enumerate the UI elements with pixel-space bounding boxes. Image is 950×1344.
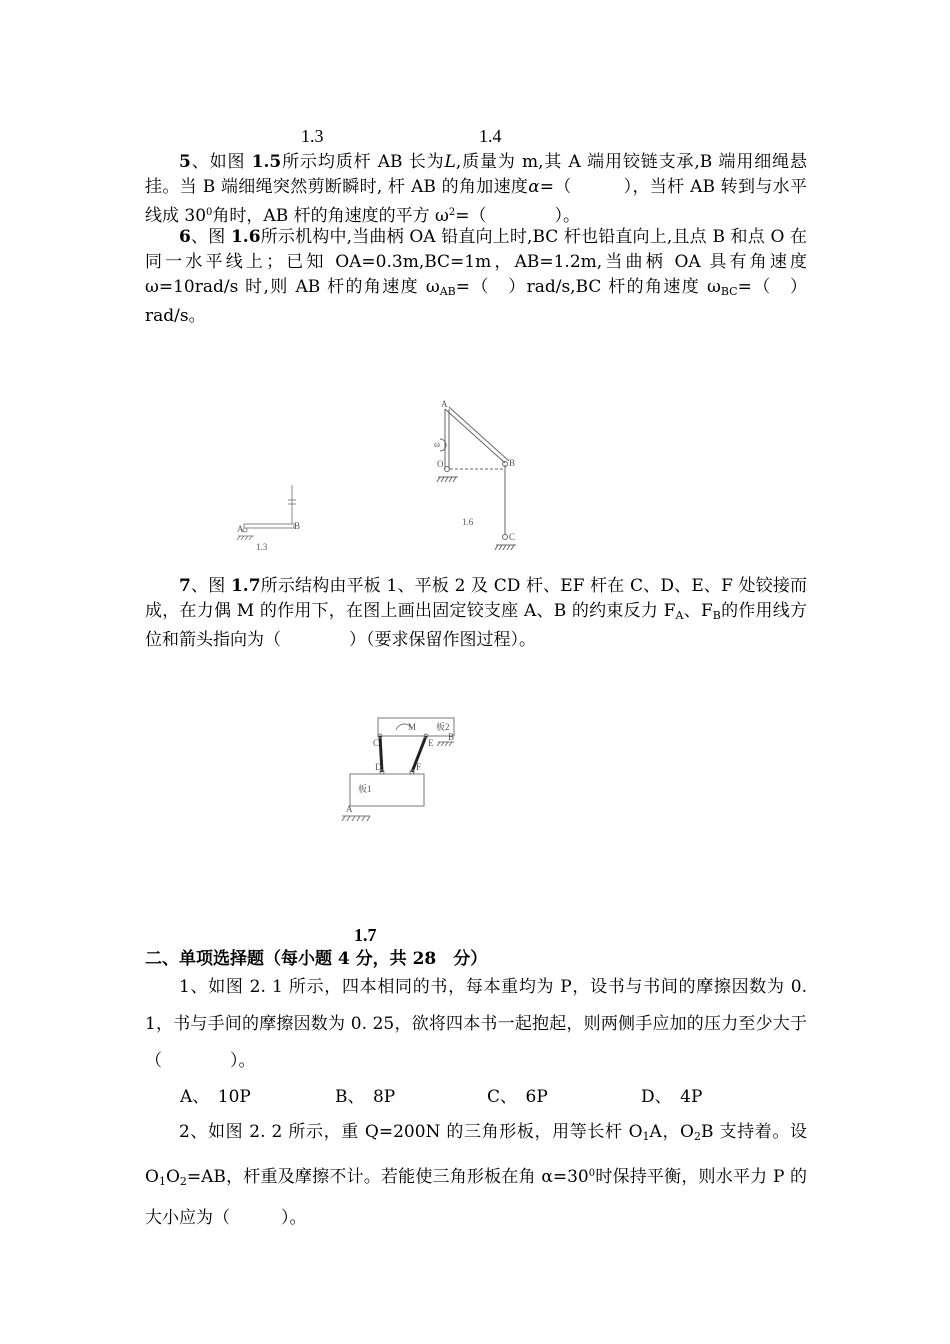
symbol-l: L: [444, 152, 456, 172]
question-6: 6、图 1.6所示机构中,当曲柄 OA 铅直向上时,BC 杆也铅直向上,且点 B 和点 O 在同一水平线上；已知 OA=0.3m,BC=1m，AB=1.2m,当曲柄 OA 具有角速度 ω=10rad/s 时,则 AB 杆的角速度 $\omega_{AB}=$（ ）rad/s,BC 杆的角速度 $\omega_{BC}=$（ ）rad/s。: [145, 227, 807, 326]
pin-a: [243, 528, 247, 532]
subscript: 2: [179, 1175, 187, 1188]
option-d[interactable]: D、 4P: [641, 1087, 703, 1107]
figure-1-3: [232, 480, 307, 555]
mc-question-1: [145, 969, 807, 1080]
label-b: B: [448, 732, 455, 742]
rod-ab: [445, 409, 505, 463]
option-a[interactable]: A、 10P: [180, 1087, 251, 1107]
subscript: BC: [720, 285, 738, 298]
superscript: 0: [206, 207, 213, 218]
section-title: 二、单项选择题（每小题 4 分，共 28 分）: [145, 949, 488, 969]
figure-ref: 1.7: [230, 576, 261, 596]
question-text: =AB，杆重及摩擦不计。若能使三角形板在角 α=30: [186, 1167, 589, 1187]
question-5: 5、如图 1.5所示均质杆 AB 长为L,质量为 m,其 A 端用铰链支承,B 端用细绳悬挂。当 B 端细绳突然剪断瞬时, 杆 AB 的角加速度α=（ ），当杆 AB 转到与水平线成 $30^0$角时，AB 杆的角速度的平方 $\omega^2=$（ ）。: [145, 152, 808, 226]
figure-ref: 1.6: [230, 227, 261, 247]
caption-label: 1.3: [256, 542, 268, 552]
superscript: 2: [448, 207, 456, 218]
label-a: A: [346, 804, 353, 814]
label-a: A: [441, 399, 448, 409]
label-f: F: [416, 762, 422, 772]
label-c: C: [509, 532, 516, 542]
mc-question-2: [145, 1114, 807, 1237]
superscript: 0: [588, 1168, 596, 1179]
subscript: 2: [694, 1130, 701, 1143]
question-text: =（ ），当杆 AB 转到与水平线成 30: [145, 177, 807, 226]
label-a: A: [237, 524, 244, 534]
question-text: ,质量为 m,其 A 端用铰链支承,B 端用细绳悬挂。当 B 端细绳突然剪断瞬时, 杆 AB 的角加速度: [145, 152, 808, 197]
label-plate-2: 板2: [436, 722, 450, 732]
question-text: =（ ）rad/s,BC 杆的角速度 ω: [455, 277, 721, 297]
symbol-alpha: α: [528, 177, 540, 197]
figure-1-7: [340, 712, 465, 827]
subscript: AB: [439, 285, 456, 298]
figure-caption-1-7: 1.7: [354, 925, 377, 945]
question-text: A，O: [649, 1122, 694, 1142]
question-text: 时保持平衡，则水平力 P 的大小应为（ ）。: [145, 1167, 808, 1228]
option-b[interactable]: B、 8P: [335, 1087, 396, 1107]
label-omega: ω: [434, 439, 440, 449]
label-plate-1: 板1: [358, 784, 372, 794]
label-b: B: [294, 521, 301, 531]
question-text: =（ ）。: [455, 206, 580, 226]
question-text: 、F: [683, 601, 713, 621]
subscript: B: [712, 609, 721, 622]
figure-1-6: [432, 395, 532, 565]
question-text: 所示机构中,当曲柄 OA 铅直向上时,BC 杆也铅直向上,且点 B 和点 O 在同一水平线上；已知 OA=0.3m,BC=1m，AB=1.2m,当曲柄 OA 具有角速度 ω=10rad/s 时,则 AB 杆的角速度 ω: [145, 227, 807, 297]
subscript: 1: [158, 1175, 166, 1188]
question-text: 所示均质杆 AB 长为: [281, 152, 445, 172]
label-b: B: [509, 458, 516, 468]
subscript: A: [675, 609, 684, 622]
figure-ref: 1.5: [251, 152, 282, 172]
question-text: 角时，AB 杆的角速度的平方 ω: [212, 206, 449, 226]
question-7: 7、图 1.7所示结构由平板 1、平板 2 及 CD 杆、EF 杆在 C、D、E、F 处铰接而成，在力偶 M 的作用下，在图上画出固定铰支座 A、B 的约束反力 $F_A$、$F_B$的作用线方位和箭头指向为（ ）（要求保留作图过程）。: [145, 576, 808, 650]
question-text: B 支持着。设 O: [145, 1122, 807, 1187]
question-text: 2、如图 2. 2 所示，重 Q=200N 的三角形板，用等长杆 O: [179, 1122, 643, 1142]
figure-caption-1-4: 1.4: [479, 126, 502, 146]
question-number: 7: [179, 576, 191, 596]
label-d: D: [375, 762, 382, 772]
label-e: E: [428, 738, 434, 748]
label-c: C: [373, 738, 380, 748]
subscript: 1: [642, 1130, 650, 1143]
rod-ab: [244, 524, 294, 528]
figure-caption-1-3: 1.3: [301, 126, 324, 146]
label-o: O: [437, 459, 444, 469]
option-c[interactable]: C、 6P: [487, 1087, 548, 1107]
question-number: 6: [179, 227, 191, 247]
question-number: 5: [179, 152, 191, 172]
question-text: O: [165, 1167, 180, 1187]
question-text: =（ ）rad/s。: [145, 277, 807, 326]
caption-label: 1.6: [462, 517, 474, 527]
pin-c: [503, 535, 508, 540]
label-m: M: [408, 722, 417, 732]
question-text: 所示结构由平板 1、平板 2 及 CD 杆、EF 杆在 C、D、E、F 处铰接而成，在力偶 M 的作用下，在图上画出固定铰支座 A、B 的约束反力 F: [145, 576, 808, 621]
question-text: 的作用线方位和箭头指向为（ ）（要求保留作图过程）。: [145, 601, 808, 650]
question-text: 1、如图 2. 1 所示，四本相同的书，每本重均为 P，设书与书间的摩擦因数为 0. 1，书与手间的摩擦因数为 0. 25，欲将四本书一起抱起，则两侧手应加的压力至少大于（ ）。: [145, 977, 807, 1071]
